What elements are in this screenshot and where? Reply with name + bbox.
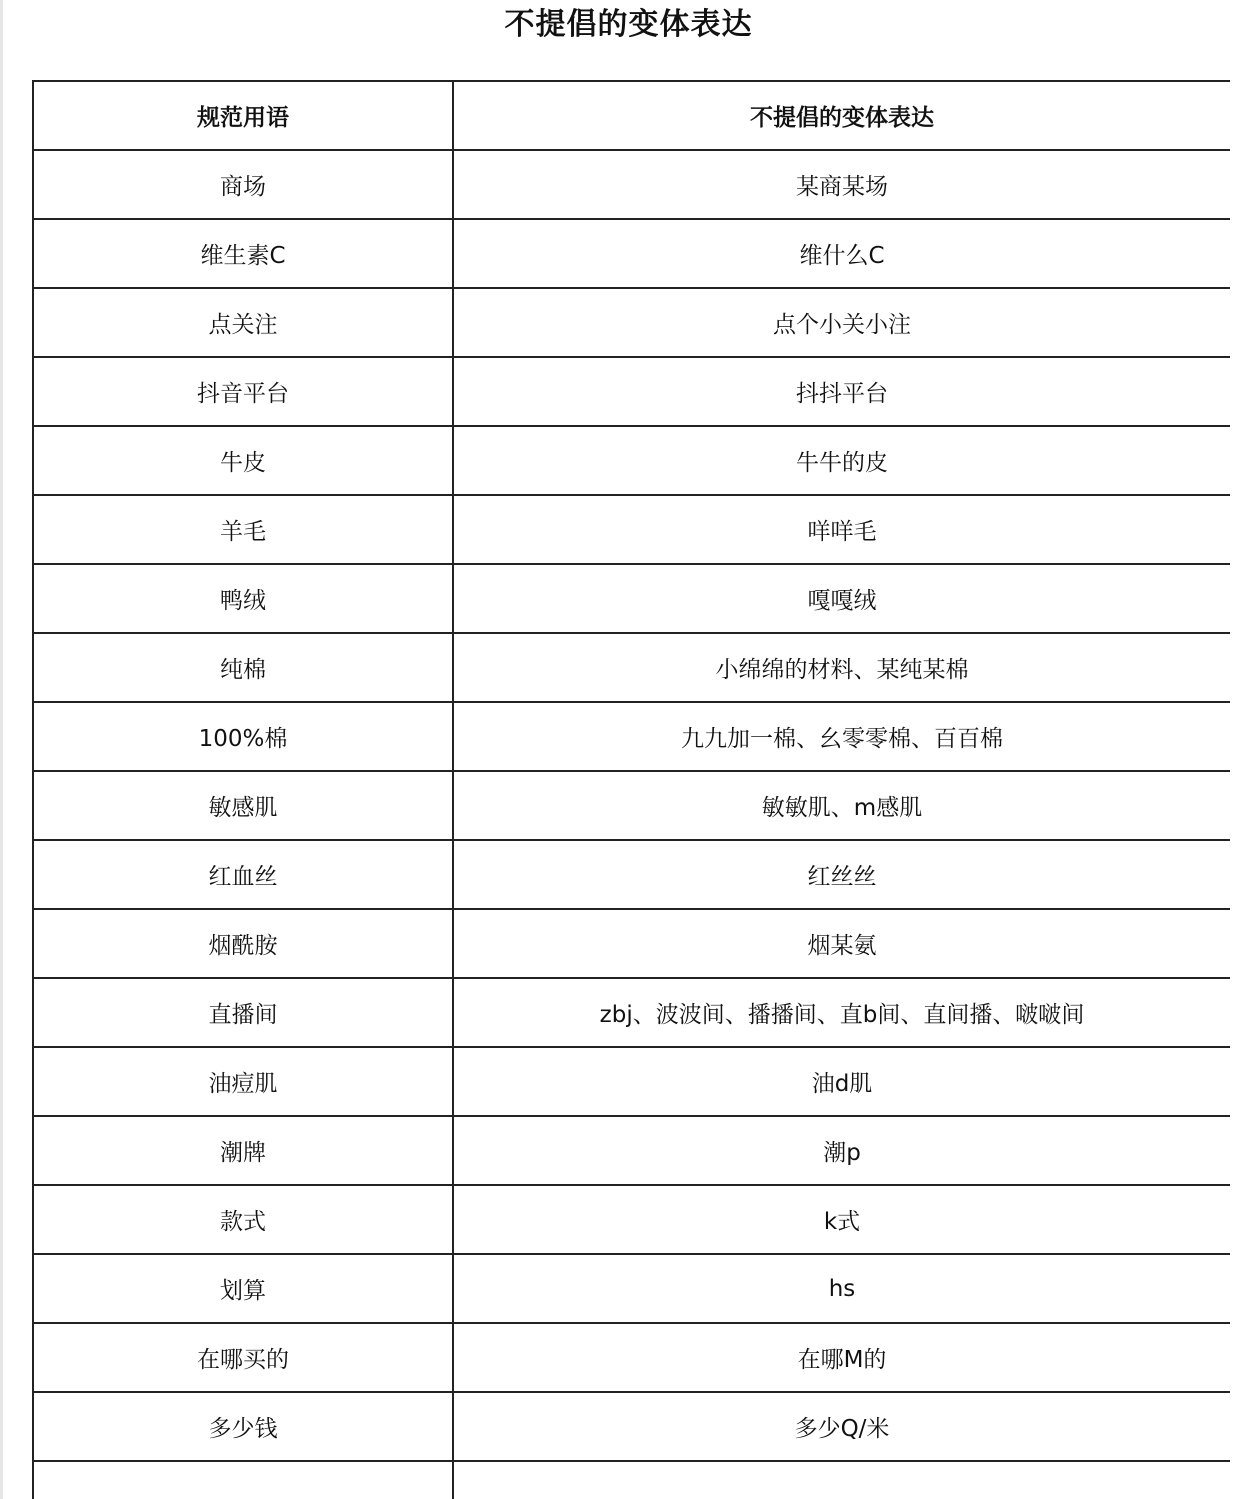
variant-expression-cell: zbj、波波间、播播间、直b间、直间播、啵啵间: [453, 978, 1230, 1047]
table-row: [33, 771, 1230, 840]
table-row: [33, 288, 1230, 357]
variant-expression-cell: 多少Q/米: [453, 1392, 1230, 1461]
variant-expression-cell: 油d肌: [453, 1047, 1230, 1116]
table-row: [33, 1185, 1230, 1254]
table-row: [33, 219, 1230, 288]
empty-cell: [453, 1461, 1230, 1499]
variant-expression-cell: 牛牛的皮: [453, 426, 1230, 495]
document-title: 不提倡的变体表达: [504, 7, 753, 42]
table-row: [33, 1116, 1230, 1185]
table-row: [33, 495, 1230, 564]
table-row: [33, 978, 1230, 1047]
variant-expression-cell: 某商某场: [453, 150, 1230, 219]
header-standard-term: 规范用语: [33, 81, 453, 150]
standard-term-cell: 在哪买的: [33, 1323, 453, 1392]
variant-expression-cell: hs: [453, 1254, 1230, 1323]
standard-term-cell: 款式: [33, 1185, 453, 1254]
variant-expression-cell: 维什么C: [453, 219, 1230, 288]
standard-term-cell: 商场: [33, 150, 453, 219]
variant-expression-cell: 小绵绵的材料、某纯某棉: [453, 633, 1230, 702]
variant-expression-cell: 点个小关小注: [453, 288, 1230, 357]
variant-table: [32, 80, 1230, 1499]
table-row: [33, 150, 1230, 219]
table-row: [33, 357, 1230, 426]
standard-term-cell: 敏感肌: [33, 771, 453, 840]
standard-term-cell: 牛皮: [33, 426, 453, 495]
standard-term-cell: 点关注: [33, 288, 453, 357]
standard-term-cell: 直播间: [33, 978, 453, 1047]
standard-term-cell: 划算: [33, 1254, 453, 1323]
header-variant-expression: 不提倡的变体表达: [453, 81, 1230, 150]
standard-term-cell: 鸭绒: [33, 564, 453, 633]
standard-term-cell: 100%棉: [33, 702, 453, 771]
table-row: [33, 564, 1230, 633]
variant-expression-cell: 红丝丝: [453, 840, 1230, 909]
table-header-row: [33, 81, 1230, 150]
table-row: [33, 1254, 1230, 1323]
standard-term-cell: 烟酰胺: [33, 909, 453, 978]
table-row: [33, 1047, 1230, 1116]
variant-expression-cell: 抖抖平台: [453, 357, 1230, 426]
table-row: [33, 702, 1230, 771]
table-row: [33, 1323, 1230, 1392]
standard-term-cell: 抖音平台: [33, 357, 453, 426]
standard-term-cell: 羊毛: [33, 495, 453, 564]
standard-term-cell: 潮牌: [33, 1116, 453, 1185]
standard-term-cell: 红血丝: [33, 840, 453, 909]
empty-cell: [33, 1461, 453, 1499]
table-row-cut-off: [33, 1461, 1230, 1499]
table-row: [33, 426, 1230, 495]
page-left-edge: [0, 0, 3, 1499]
variant-expression-cell: 潮p: [453, 1116, 1230, 1185]
variant-expression-cell: 烟某氨: [453, 909, 1230, 978]
variant-expression-cell: 在哪M的: [453, 1323, 1230, 1392]
variant-expression-cell: 敏敏肌、m感肌: [453, 771, 1230, 840]
standard-term-cell: 多少钱: [33, 1392, 453, 1461]
table-row: [33, 909, 1230, 978]
variant-expression-cell: k式: [453, 1185, 1230, 1254]
variant-expression-cell: 咩咩毛: [453, 495, 1230, 564]
variant-table-container: [32, 80, 1230, 1499]
table-row: [33, 633, 1230, 702]
variant-expression-cell: 嘎嘎绒: [453, 564, 1230, 633]
standard-term-cell: 维生素C: [33, 219, 453, 288]
table-row: [33, 840, 1230, 909]
standard-term-cell: 纯棉: [33, 633, 453, 702]
standard-term-cell: 油痘肌: [33, 1047, 453, 1116]
variant-expression-cell: 九九加一棉、幺零零棉、百百棉: [453, 702, 1230, 771]
table-row: [33, 1392, 1230, 1461]
